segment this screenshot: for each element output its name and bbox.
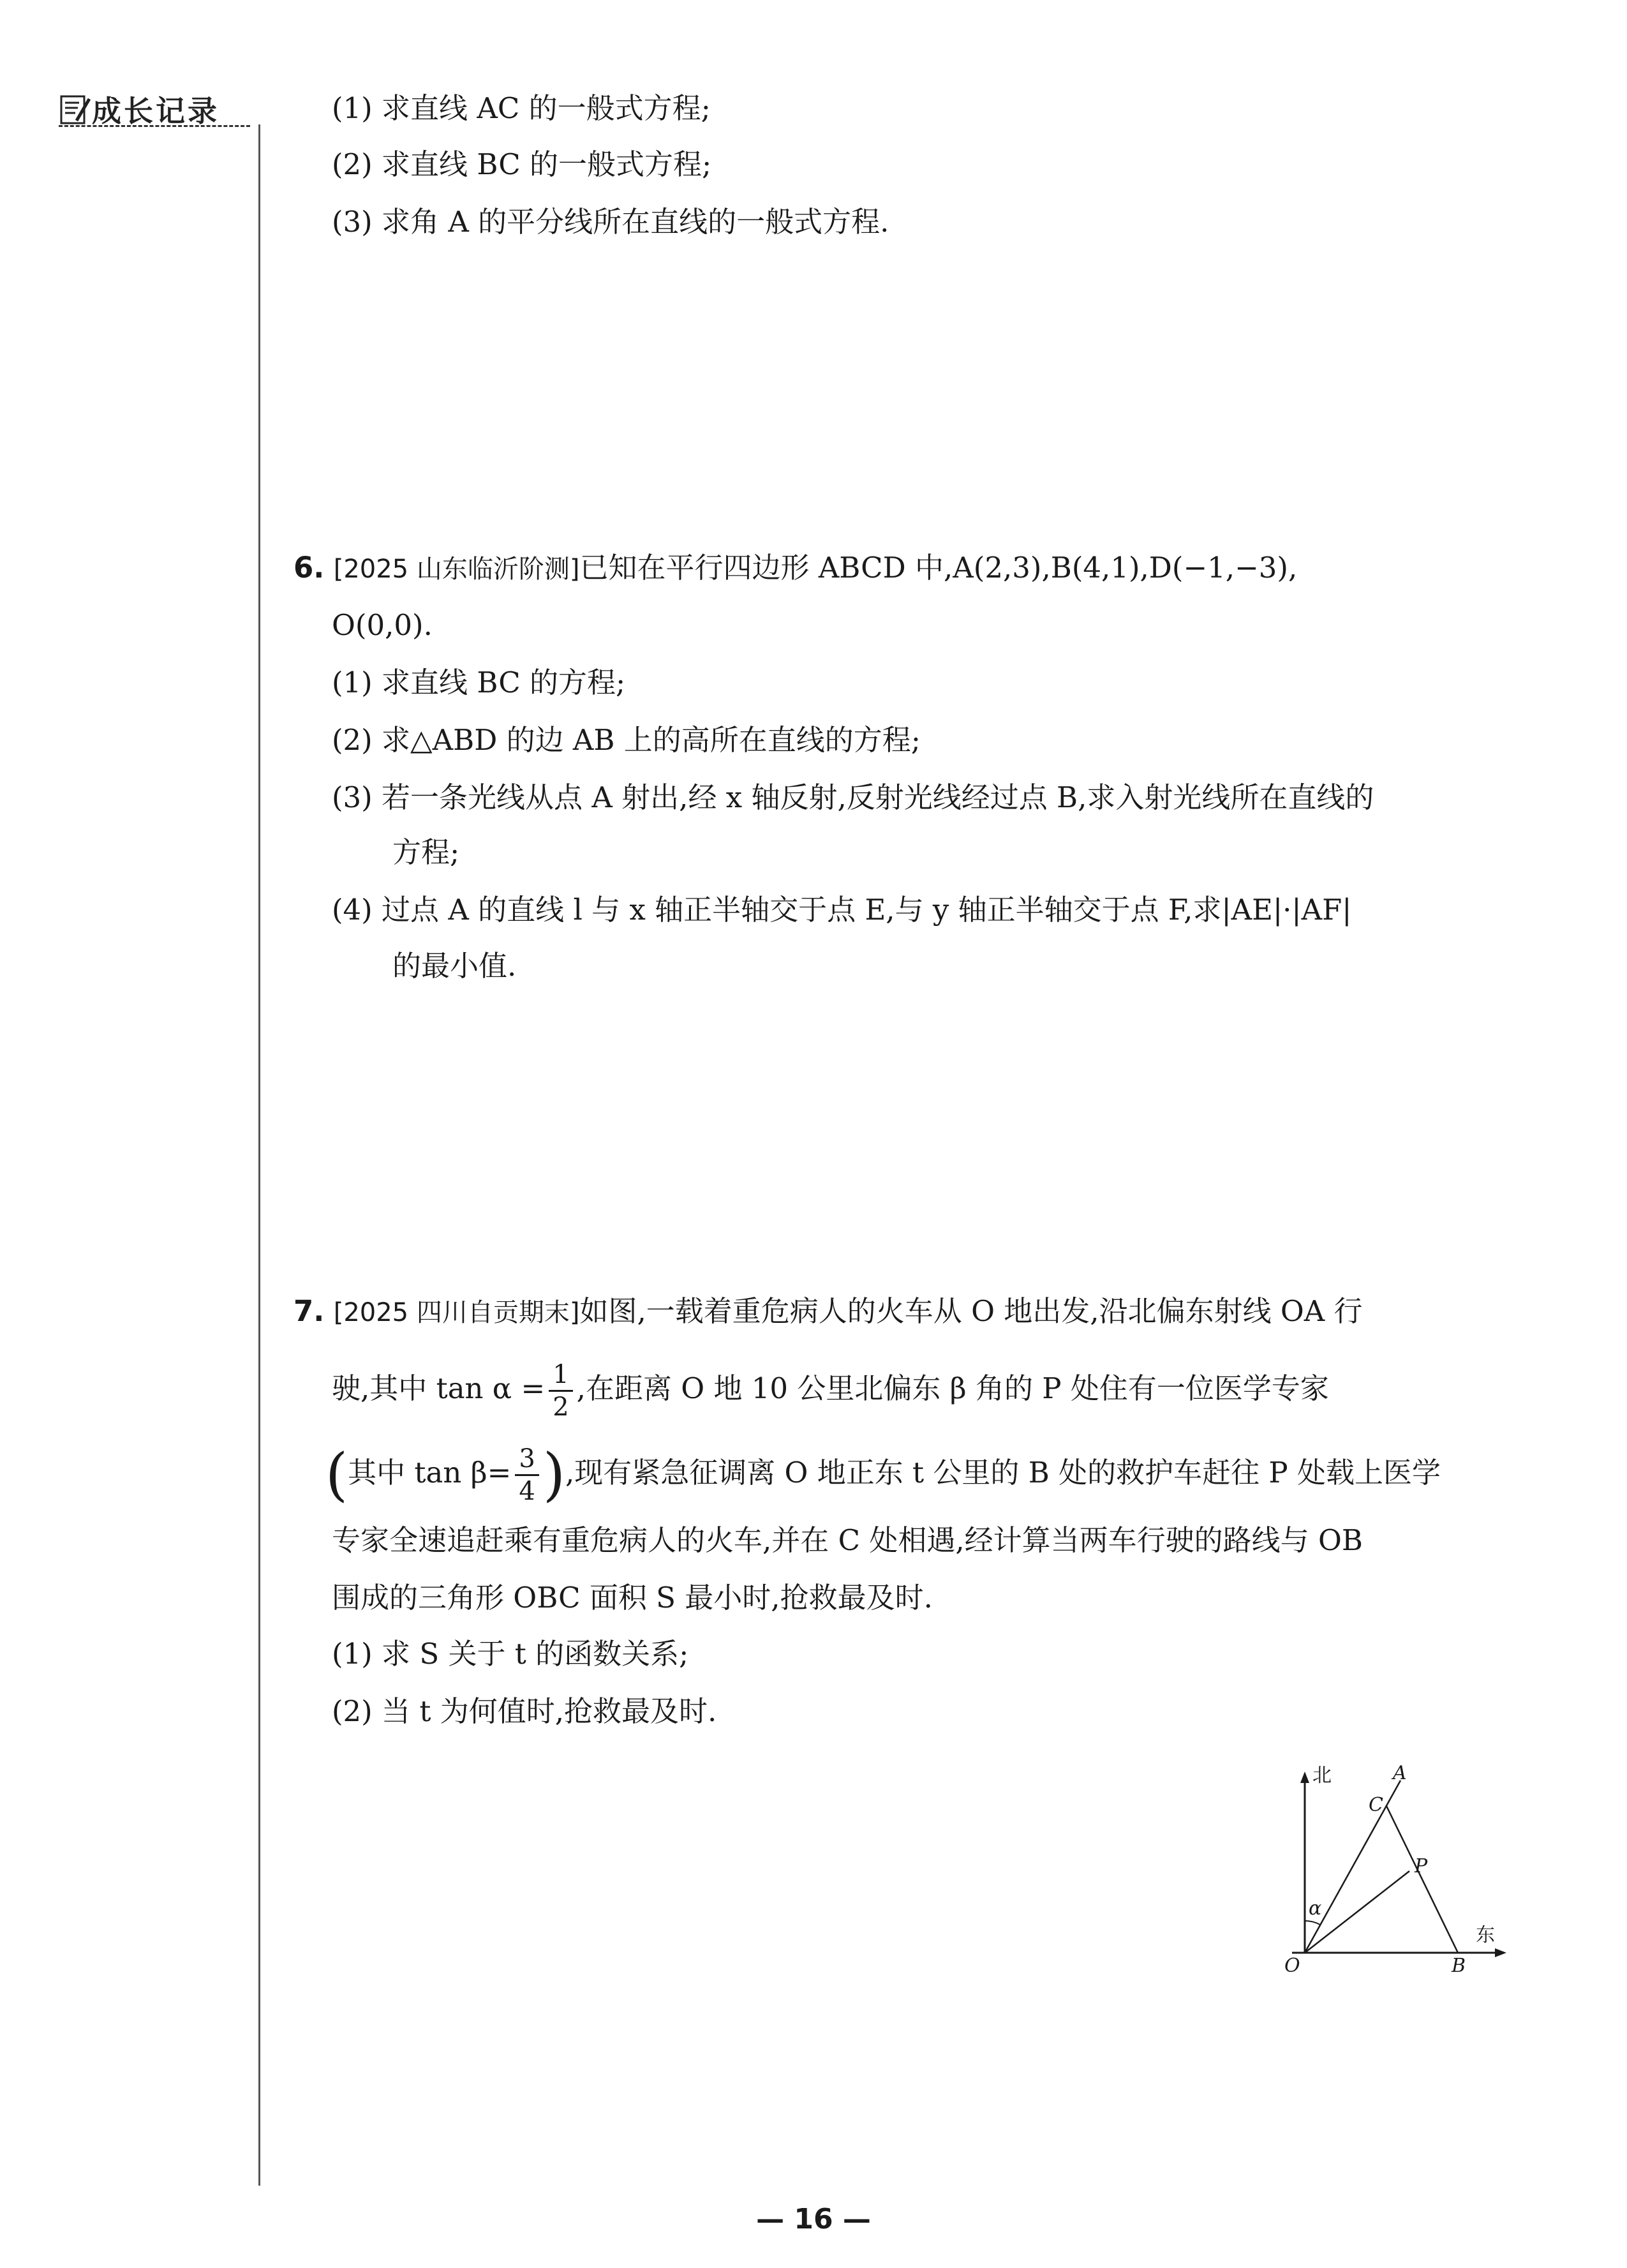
q7-line-1-text: 如图,一载着重危病人的火车从 O 地出发,沿北偏东射线 OA 行: [579, 1294, 1363, 1328]
alpha-arc: [1305, 1921, 1320, 1925]
label-alpha: α: [1309, 1897, 1322, 1920]
q7-line-2: [332, 1359, 1329, 1422]
frac2-denominator: 4: [519, 1477, 535, 1506]
page-number: — 16 —: [756, 2203, 871, 2235]
q5-part-2: (2) 求直线 BC 的一般式方程;: [332, 147, 712, 181]
label-p: P: [1415, 1855, 1428, 1877]
q5-part-1: (1) 求直线 AC 的一般式方程;: [332, 91, 711, 125]
q6-part-3-cont: 方程;: [392, 835, 460, 869]
label-o: O: [1284, 1955, 1300, 1972]
q6-stem-text: 已知在平行四边形 ABCD 中,A(2,3),B(4,1),D(−1,−3),: [579, 551, 1298, 585]
q6-part-1: (1) 求直线 BC 的方程;: [332, 666, 626, 699]
q7-figure: [1267, 1761, 1515, 1972]
frac2-numerator: 3: [515, 1444, 539, 1476]
q6-part-4-cont: 的最小值.: [392, 949, 517, 983]
east-arrow-icon: [1495, 1948, 1506, 1957]
north-label: 北: [1312, 1764, 1332, 1787]
north-arrow-icon: [1300, 1772, 1309, 1783]
fraction-three-quarters: [515, 1444, 539, 1507]
q7-line-3: [325, 1441, 1441, 1509]
q5-part-3: (3) 求角 A 的平分线所在直线的一般式方程.: [332, 205, 889, 239]
q7-part-1: (1) 求 S 关于 t 的函数关系;: [332, 1637, 689, 1671]
label-a: A: [1393, 1762, 1407, 1784]
right-paren: ): [542, 1441, 565, 1509]
q7-line-5: 围成的三角形 OBC 面积 S 最小时,抢救最及时.: [332, 1581, 933, 1615]
q7-line-3a: 其中 tan β=: [348, 1456, 512, 1489]
east-label: 东: [1476, 1924, 1495, 1946]
q6-stem-line-1: [293, 549, 1297, 588]
q6-number: 6.: [293, 551, 325, 585]
q6-part-4: (4) 过点 A 的直线 l 与 x 轴正半轴交于点 E,与 y 轴正半轴交于点 F,求|AE|·|AF|: [332, 893, 1352, 927]
q7-source: [2025 四川自贡期末]: [333, 1298, 580, 1327]
frac1-numerator: 1: [549, 1359, 572, 1392]
q7-line-3b: ,现有紧急征调离 O 地正东 t 公里的 B 处的救护车赶往 P 处载上医学: [565, 1456, 1441, 1489]
q6-part-2: (2) 求△ABD 的边 AB 上的高所在直线的方程;: [332, 723, 921, 757]
q7-line-2b: ,在距离 O 地 10 公里北偏东 β 角的 P 处住有一位医学专家: [576, 1371, 1329, 1405]
label-c: C: [1369, 1794, 1383, 1816]
frac1-denominator: 2: [553, 1392, 569, 1422]
segment-bc: [1386, 1806, 1458, 1953]
logo-title: 成长记录: [92, 94, 219, 128]
q6-part-3: (3) 若一条光线从点 A 射出,经 x 轴反射,反射光线经过点 B,求入射光线所在直线的: [332, 780, 1374, 814]
q6-stem-line-2: O(0,0).: [332, 608, 433, 642]
q7-line-1: [293, 1292, 1363, 1332]
q7-line-4: 专家全速追赶乘有重危病人的火车,并在 C 处相遇,经计算当两车行驶的路线与 OB: [332, 1523, 1363, 1557]
q6-source: [2025 山东临沂阶测]: [333, 555, 580, 584]
fraction-one-half: [549, 1359, 572, 1422]
q7-number: 7.: [293, 1294, 325, 1328]
q7-part-2: (2) 当 t 为何值时,抢救最及时.: [332, 1694, 717, 1728]
q7-line-2a: 驶,其中 tan α =: [332, 1371, 546, 1405]
label-b: B: [1452, 1955, 1466, 1972]
left-paren: (: [325, 1441, 348, 1509]
